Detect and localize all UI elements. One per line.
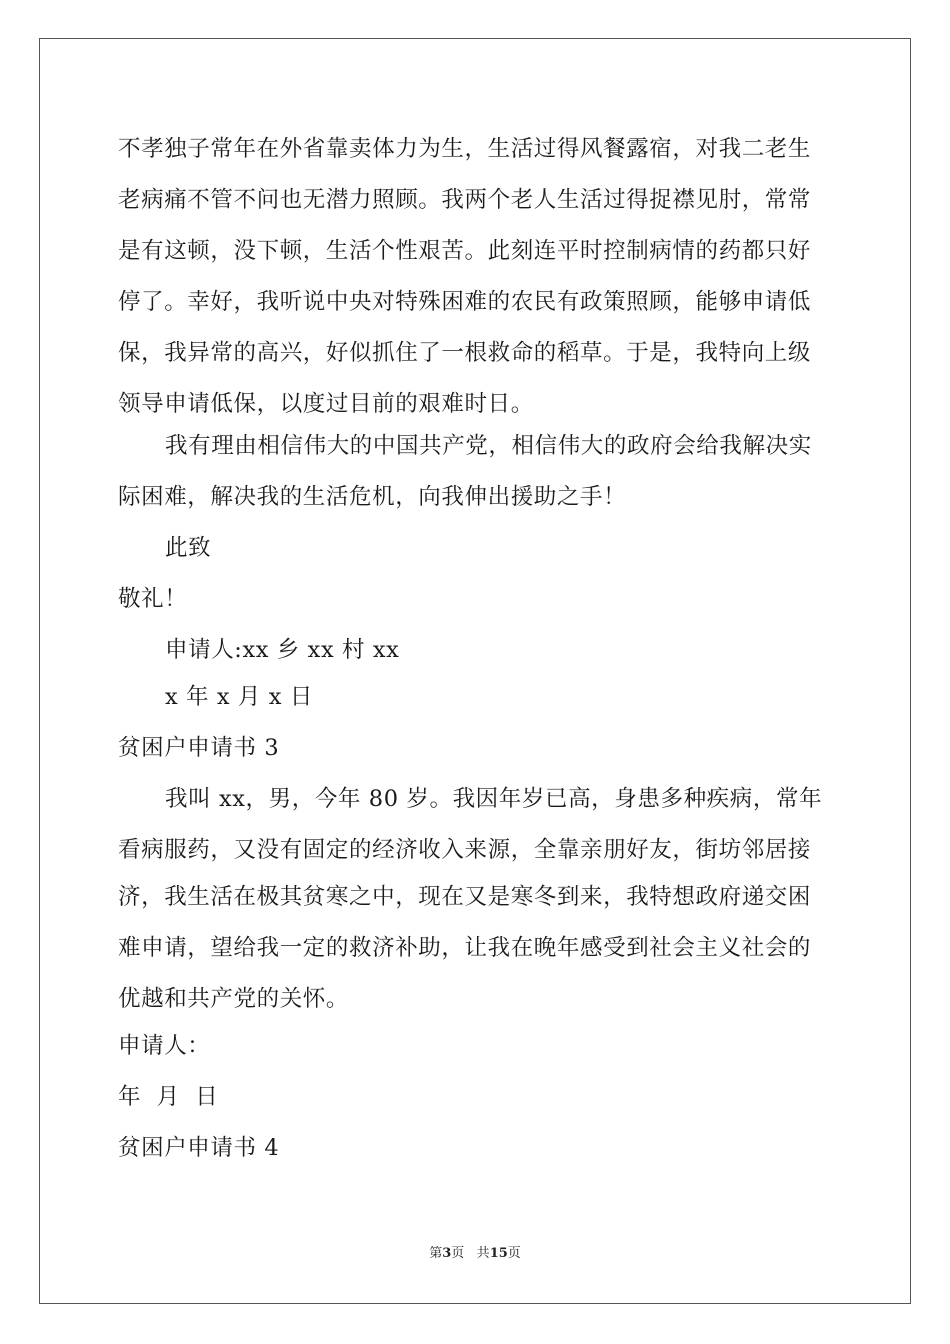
date-line: 年 月 日 [118,1084,219,1110]
paragraph-line: 难申请，望给我一定的救济补助，让我在晚年感受到社会主义社会的 [118,935,812,961]
paragraph-line: 济，我生活在极其贫寒之中，现在又是寒冬到来，我特想政府递交困 [118,884,812,910]
page-footer [0,1245,950,1263]
closing-text: 此致 [165,535,212,561]
footer-prefix: 第 [429,1246,443,1261]
paragraph-line: 看病服药，又没有固定的经济收入来源，全靠亲朋好友，街坊邻居接 [118,837,812,863]
paragraph-line: 我有理由相信伟大的中国共产党，相信伟大的政府会给我解决实 [165,433,812,459]
footer-total-prefix: 共 [476,1246,490,1261]
paragraph-line: 际困难，解决我的生活危机，向我伸出援助之手！ [118,484,627,510]
date-line: x 年 x 月 x 日 [165,684,313,710]
paragraph-line: 老病痛不管不问也无潜力照顾。我两个老人生活过得捉襟见肘，常常 [118,187,812,213]
footer-page-suffix: 页 [451,1246,465,1261]
footer-page-number: 3 [442,1246,452,1261]
paragraph-line: 是有这顿，没下顿，生活个性艰苦。此刻连平时控制病情的药都只好 [118,238,812,264]
applicant-line: 申请人： [118,1033,211,1059]
paragraph-line: 停了。幸好，我听说中央对特殊困难的农民有政策照顾，能够申请低 [118,289,812,315]
footer-total-suffix: 页 [507,1246,521,1261]
section-heading: 贫困户申请书 3 [118,735,280,761]
salutation-text: 敬礼！ [118,586,188,612]
paragraph-line: 优越和共产党的关怀。 [118,986,350,1012]
paragraph-line: 我叫 xx，男，今年 80 岁。我因年岁已高，身患多种疾病，常年 [165,786,823,812]
paragraph-line: 领导申请低保，以度过目前的艰难时日。 [118,391,534,417]
paragraph-line: 不孝独子常年在外省靠卖体力为生，生活过得风餐露宿，对我二老生 [118,136,812,162]
section-heading: 贫困户申请书 4 [118,1135,280,1161]
paragraph-line: 保，我异常的高兴，好似抓住了一根救命的稻草。于是，我特向上级 [118,340,812,366]
applicant-line: 申请人:xx 乡 xx 村 xx [165,637,400,663]
footer-total-pages: 15 [489,1246,508,1261]
page-border [39,38,911,1304]
